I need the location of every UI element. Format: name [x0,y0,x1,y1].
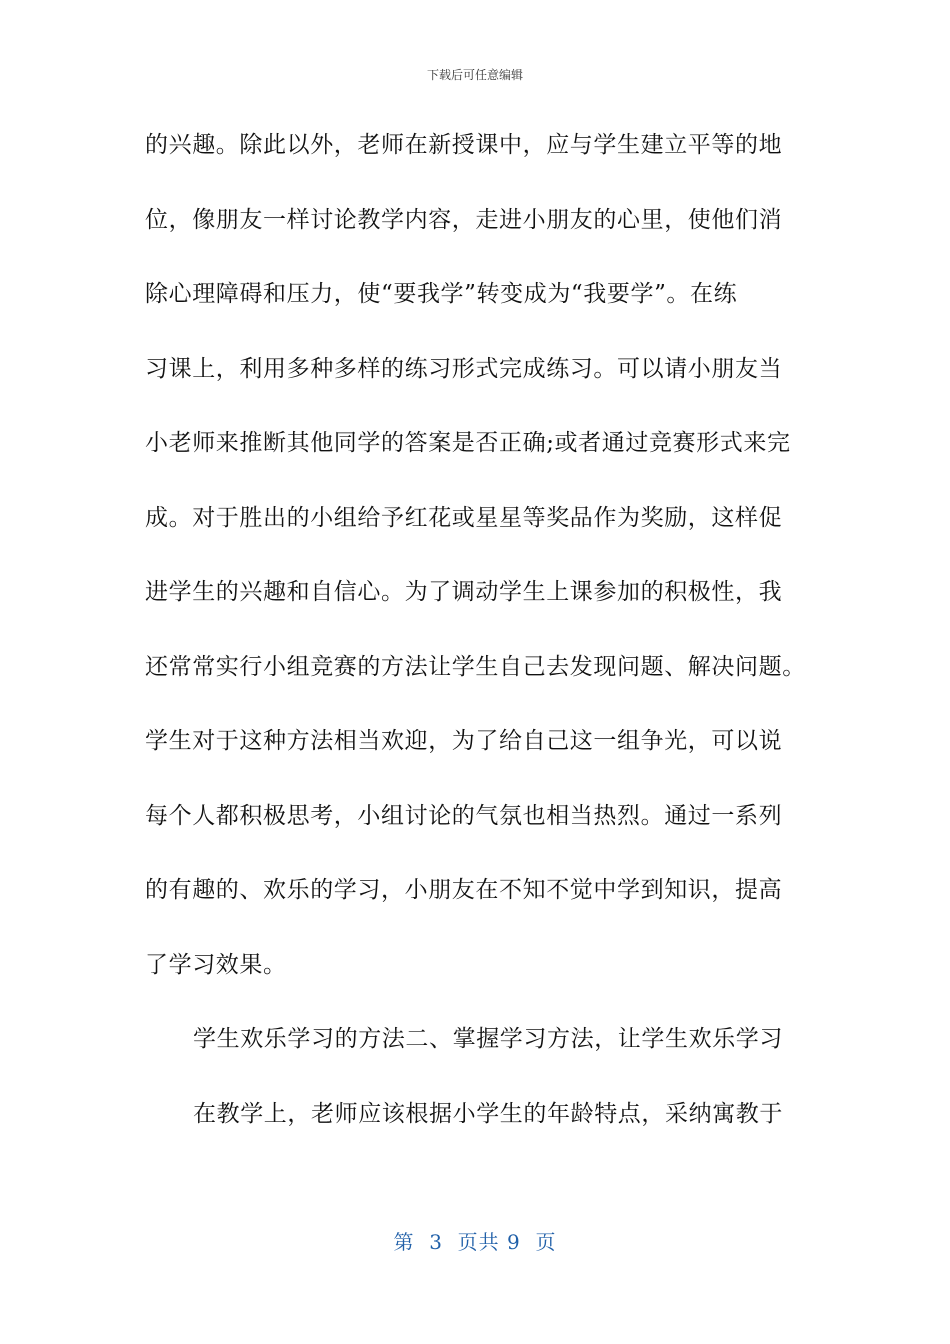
page-header: 下载后可任意编辑 [426,68,523,82]
section-heading: 学生欢乐学习的方法二、掌握学习方法，让学生欢乐学习 [193,1026,783,1052]
body-line: 成。对于胜出的小组给予红花或星星等奖品作为奖励，这样促 [145,504,783,531]
body-line: 进学生的兴趣和自信心。为了调动学生上课参加的积极性，我 [145,579,783,605]
body-line: 在教学上，老师应该根据小学生的年龄特点，采纳寓教于 [193,1100,783,1127]
body-line: 习课上，利用多种多样的练习形式完成练习。可以请小朋友当 [145,355,783,382]
body-line: 还常常实行小组竞赛的方法让学生自己去发现问题、解决问题。 [145,653,806,680]
body-line: 小老师来推断其他同学的答案是否正确;或者通过竞赛形式来完 [145,430,791,456]
body-line: 了学习效果。 [145,951,287,978]
body-line: 除心理障碍和压力，使“要我学”转变成为“我要学”。在练 [145,281,738,307]
body-line: 的兴趣。除此以外，老师在新授课中，应与学生建立平等的地 [145,132,783,158]
body-line: 每个人都积极思考，小组讨论的气氛也相当热烈。通过一系列 [145,802,783,829]
document-body [145,122,815,1165]
page-number: 第 3 页共 9 页 [393,1230,557,1254]
body-line: 学生对于这种方法相当欢迎，为了给自己这一组争光，可以说 [145,728,783,754]
body-line: 位，像朋友一样讨论教学内容，走进小朋友的心里，使他们消 [145,206,783,233]
body-line: 的有趣的、欢乐的学习，小朋友在不知不觉中学到知识，提高 [145,877,783,903]
